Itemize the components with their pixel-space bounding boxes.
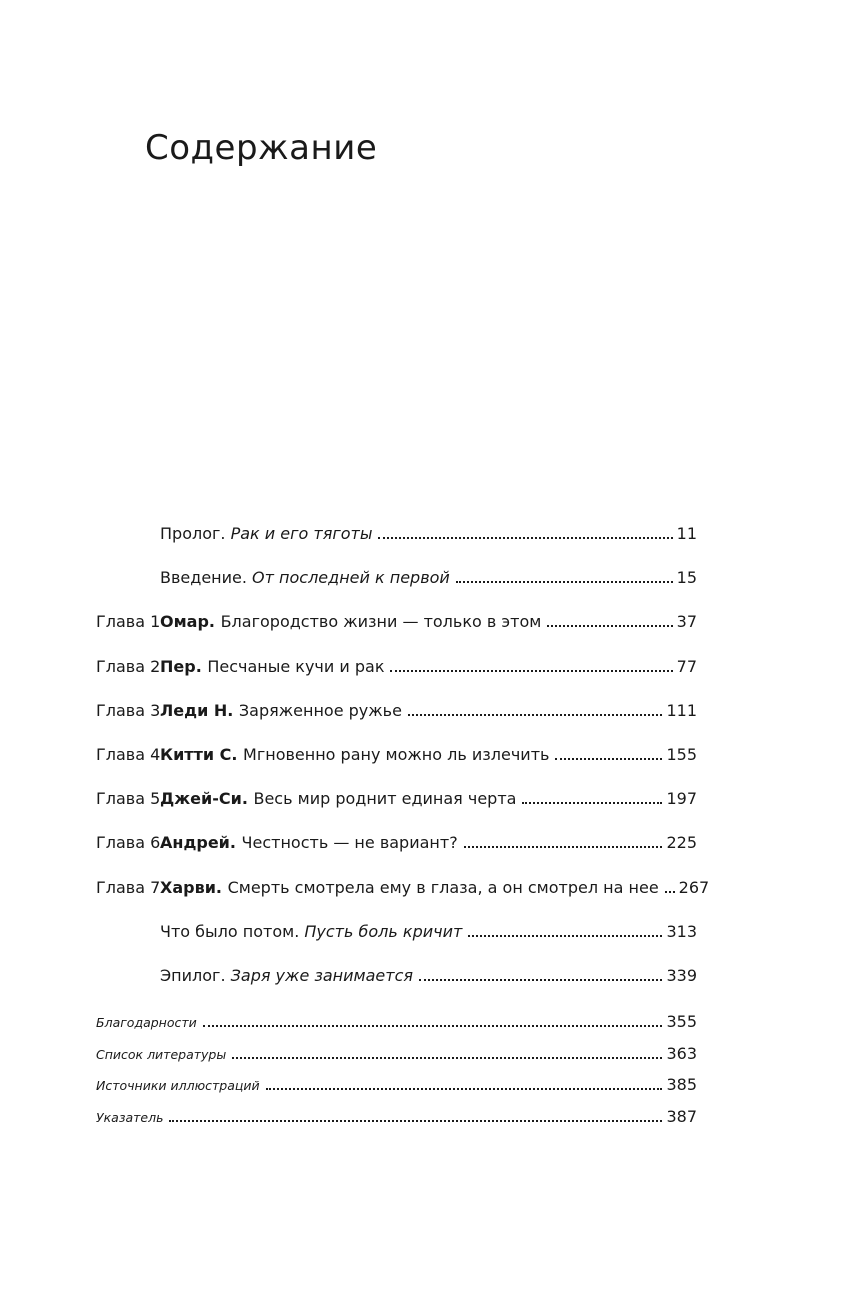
page-number: 77 <box>676 656 697 676</box>
entry-text: Весь мир роднит единая черта <box>253 789 517 809</box>
entry-text: Смерть смотрела ему в глаза, а он смотрел на нее <box>227 877 659 897</box>
entry-name: Китти С. <box>160 744 244 764</box>
dot-leader <box>522 802 662 804</box>
dot-leader <box>203 1025 663 1027</box>
dot-leader <box>419 979 662 981</box>
toc-entry-acknowledgements[interactable] <box>96 1012 697 1044</box>
entry-name: Харви. <box>160 877 228 897</box>
chapter-number: Глава 6 <box>96 833 161 853</box>
entry-title: Указатель <box>96 1109 164 1125</box>
entry-title <box>160 878 665 897</box>
dot-leader <box>547 625 672 627</box>
toc-entry-chapter-4[interactable] <box>96 745 697 789</box>
entry-title <box>160 568 456 587</box>
chapter-number: Глава 4 <box>96 744 161 764</box>
entry-name: Джей-Си. <box>160 789 254 809</box>
dot-leader <box>555 758 662 760</box>
entry-subtitle: От последней к первой <box>252 568 450 588</box>
page-number: 363 <box>666 1043 697 1063</box>
toc-entry-introduction[interactable] <box>96 568 697 612</box>
toc-entry-index[interactable] <box>96 1107 697 1139</box>
toc-entry-chapter-6[interactable] <box>96 833 697 877</box>
page-number: 155 <box>666 744 697 764</box>
page-number: 11 <box>676 524 697 543</box>
entry-title <box>160 657 390 676</box>
toc-entry-chapter-3[interactable] <box>96 701 697 745</box>
table-of-contents <box>96 524 710 1010</box>
toc-entry-bibliography[interactable] <box>96 1044 697 1076</box>
dot-leader <box>390 670 672 672</box>
entry-text: Пролог. <box>160 524 231 543</box>
dot-leader <box>232 1057 662 1059</box>
dot-leader <box>456 581 673 583</box>
toc-entry-chapter-1[interactable] <box>96 612 697 656</box>
entry-text: Песчаные кучи и рак <box>207 656 385 676</box>
toc-entry-prologue[interactable] <box>96 524 697 568</box>
entry-title <box>160 524 378 543</box>
dot-leader <box>665 891 675 893</box>
page-number: 197 <box>666 789 697 809</box>
chapter-number: Глава 1 <box>96 612 161 632</box>
entry-title <box>160 701 408 720</box>
dot-leader <box>464 846 663 848</box>
entry-title <box>160 833 464 852</box>
entry-subtitle: Пусть боль кричит <box>304 921 463 941</box>
entry-title <box>160 745 555 764</box>
chapter-number: Глава 5 <box>96 789 161 809</box>
chapter-number: Глава 7 <box>96 877 161 897</box>
page-number: 355 <box>666 1012 697 1031</box>
entry-text: Введение. <box>160 568 253 588</box>
entry-text: Эпилог. <box>160 965 231 985</box>
entry-name: Андрей. <box>160 833 242 853</box>
page-number: 15 <box>676 568 697 588</box>
back-matter-list <box>96 1012 697 1138</box>
page-number: 387 <box>666 1106 697 1126</box>
entry-title <box>160 922 468 941</box>
page-number: 385 <box>666 1075 697 1094</box>
entry-text: Заряженное ружье <box>238 700 402 720</box>
dot-leader <box>408 714 663 716</box>
entry-name: Омар. <box>160 612 221 632</box>
page-number: 225 <box>666 833 697 853</box>
chapter-number: Глава 3 <box>96 700 161 720</box>
dot-leader <box>169 1120 662 1122</box>
page-number: 339 <box>666 965 697 985</box>
entry-name: Леди Н. <box>160 700 239 720</box>
page-title: Содержание <box>145 128 378 168</box>
toc-entry-chapter-7[interactable] <box>96 877 710 922</box>
dot-leader <box>468 935 662 937</box>
toc-entry-chapter-5[interactable] <box>96 789 697 833</box>
entry-subtitle: Рак и его тяготы <box>230 524 373 543</box>
entry-title <box>160 612 547 631</box>
entry-title: Источники иллюстраций <box>96 1078 260 1093</box>
page-number: 111 <box>666 700 697 720</box>
dot-leader <box>266 1088 663 1090</box>
entry-subtitle: Заря уже занимается <box>230 965 413 985</box>
chapter-number: Глава 2 <box>96 656 161 676</box>
entry-text: Мгновенно рану можно ль излечить <box>243 744 550 764</box>
toc-entry-illustration-sources[interactable] <box>96 1075 697 1107</box>
dot-leader <box>378 537 672 539</box>
toc-entry-chapter-2[interactable] <box>96 657 697 701</box>
entry-text: Благородство жизни — только в этом <box>220 612 542 632</box>
entry-text: Что было потом. <box>160 921 305 941</box>
page-number: 37 <box>676 612 697 632</box>
toc-entry-aftermath[interactable] <box>96 922 697 966</box>
entry-title: Благодарности <box>96 1015 197 1030</box>
entry-text: Честность — не вариант? <box>241 833 458 853</box>
entry-title <box>160 789 522 808</box>
entry-name: Пер. <box>160 656 208 676</box>
page-number: 267 <box>678 877 710 897</box>
entry-title <box>160 966 419 985</box>
entry-title: Список литературы <box>96 1046 227 1062</box>
toc-entry-epilogue[interactable] <box>96 966 697 1010</box>
page-number: 313 <box>666 921 697 941</box>
